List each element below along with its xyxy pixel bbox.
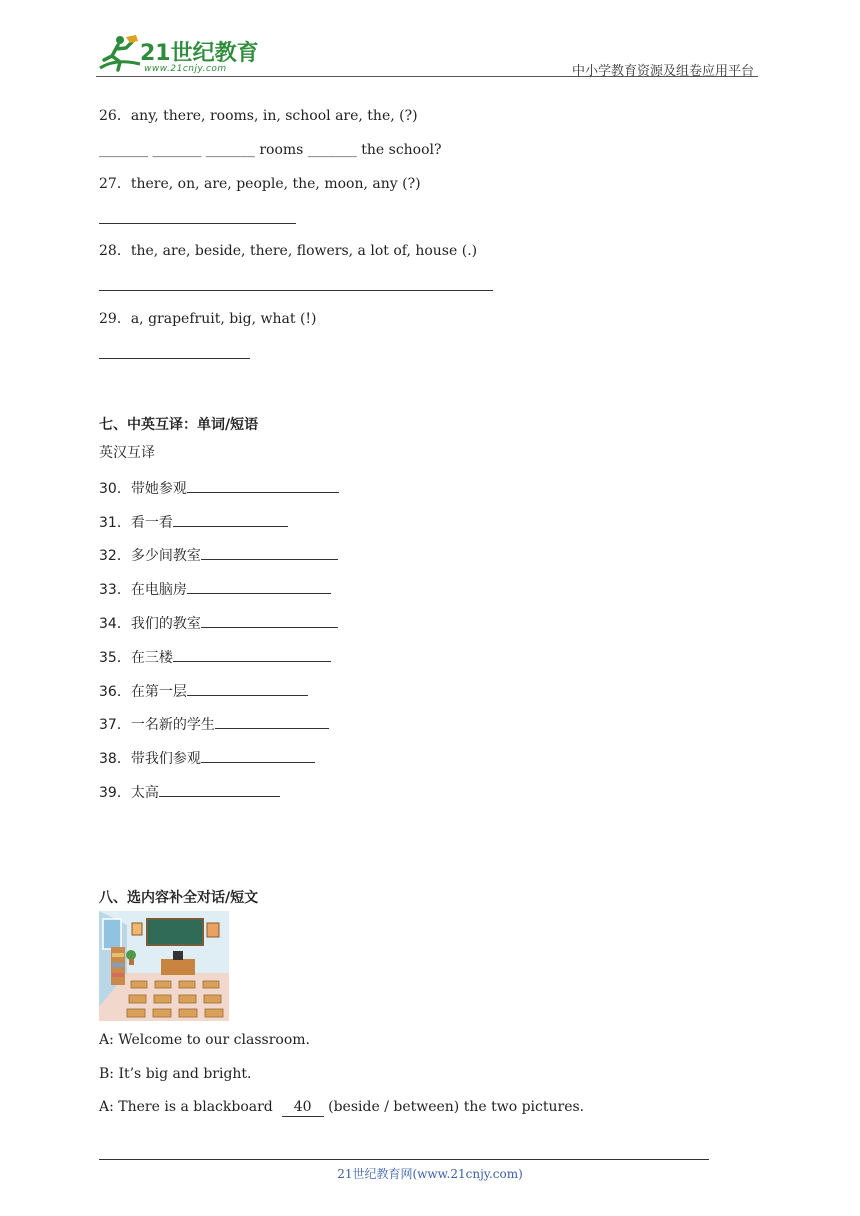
answer-blank[interactable] (159, 782, 280, 797)
translate-item-30 (99, 478, 339, 498)
dialogue-line-2: B: It’s big and bright. (99, 1066, 252, 1082)
translate-item-35 (99, 647, 331, 667)
header-divider (96, 76, 758, 77)
footer-text: 21世纪教育网(www.21cnjy.com) (337, 1167, 523, 1181)
question-prompt: any, there, rooms, in, school are, the, (?) (130, 108, 418, 124)
logo-text: 21世纪教育 (140, 41, 259, 66)
item-number: 33． (99, 582, 131, 598)
site-title: 中小学教育资源及组卷应用平台 (571, 64, 754, 79)
answer-blank[interactable] (173, 647, 331, 662)
site-logo (96, 34, 266, 78)
dialogue-text: (beside / between) the two pictures. (323, 1099, 585, 1115)
question-prompt: a, grapefruit, big, what (!) (130, 311, 317, 327)
page-header (96, 30, 758, 78)
translate-item-32 (99, 545, 338, 565)
item-number: 38． (99, 751, 131, 767)
answer-blank-28[interactable] (99, 276, 493, 296)
item-text: 多少间教室 (130, 548, 201, 564)
translate-item-33 (99, 579, 331, 599)
footer-divider (99, 1159, 709, 1160)
translate-item-34 (99, 613, 338, 633)
answer-blank[interactable] (173, 512, 288, 527)
translate-item-38 (99, 748, 315, 768)
logo-url: www.21cnjy.com (144, 64, 227, 74)
question-number: 28． (99, 243, 131, 259)
question-number: 29． (99, 311, 131, 327)
answer-blank[interactable] (215, 714, 329, 729)
item-number: 36． (99, 684, 131, 700)
item-number: 39． (99, 785, 131, 801)
item-number: 32． (99, 548, 131, 564)
section-8-title: 八、选内容补全对话/短文 (99, 890, 259, 906)
runner-logo-icon (96, 34, 142, 74)
item-number: 37． (99, 717, 131, 733)
answer-blank[interactable] (201, 545, 338, 560)
answer-blank[interactable] (187, 681, 308, 696)
item-text: 在三楼 (130, 650, 173, 666)
dialogue-text: A: There is a blackboard (99, 1099, 278, 1115)
dialogue-line-3 (99, 1098, 584, 1117)
item-text: 在电脑房 (130, 582, 187, 598)
answer-blank[interactable] (187, 579, 331, 594)
dialogue-line-1: A: Welcome to our classroom. (99, 1032, 310, 1048)
question-number: 26． (99, 108, 131, 124)
translate-item-31 (99, 512, 288, 532)
item-text: 一名新的学生 (130, 717, 215, 733)
section-7-title: 七、中英互译：单词/短语 (99, 417, 259, 433)
answer-blank[interactable] (201, 748, 315, 763)
item-text: 太高 (130, 785, 159, 801)
answer-blank-40[interactable]: 40 (282, 1098, 324, 1117)
item-text: 看一看 (130, 515, 173, 531)
item-text: 带我们参观 (130, 751, 201, 767)
item-number: 30． (99, 481, 131, 497)
item-text: 我们的教室 (130, 616, 201, 632)
item-number: 31． (99, 515, 131, 531)
question-prompt: there, on, are, people, the, moon, any (?) (130, 176, 421, 192)
answer-blank-29[interactable] (99, 344, 250, 364)
answer-blank[interactable] (187, 478, 339, 493)
item-text: 在第一层 (130, 684, 187, 700)
question-number: 27． (99, 176, 131, 192)
answer-blank[interactable] (201, 613, 338, 628)
question-28 (99, 242, 477, 260)
question-29 (99, 310, 317, 328)
item-text: 带她参观 (130, 481, 187, 497)
translate-item-37 (99, 714, 329, 734)
translate-item-36 (99, 681, 308, 701)
classroom-picture (99, 911, 229, 1021)
question-27 (99, 175, 421, 193)
answer-line-26: _______ _______ _______ rooms _______ the school? (99, 142, 442, 158)
item-number: 34． (99, 616, 131, 632)
section-7-instruction: 英汉互译 (99, 445, 155, 461)
item-number: 35． (99, 650, 131, 666)
question-prompt: the, are, beside, there, flowers, a lot of, house (.) (130, 243, 478, 259)
question-26 (99, 107, 418, 125)
answer-blank-27[interactable] (99, 209, 296, 229)
translate-item-39 (99, 782, 280, 802)
